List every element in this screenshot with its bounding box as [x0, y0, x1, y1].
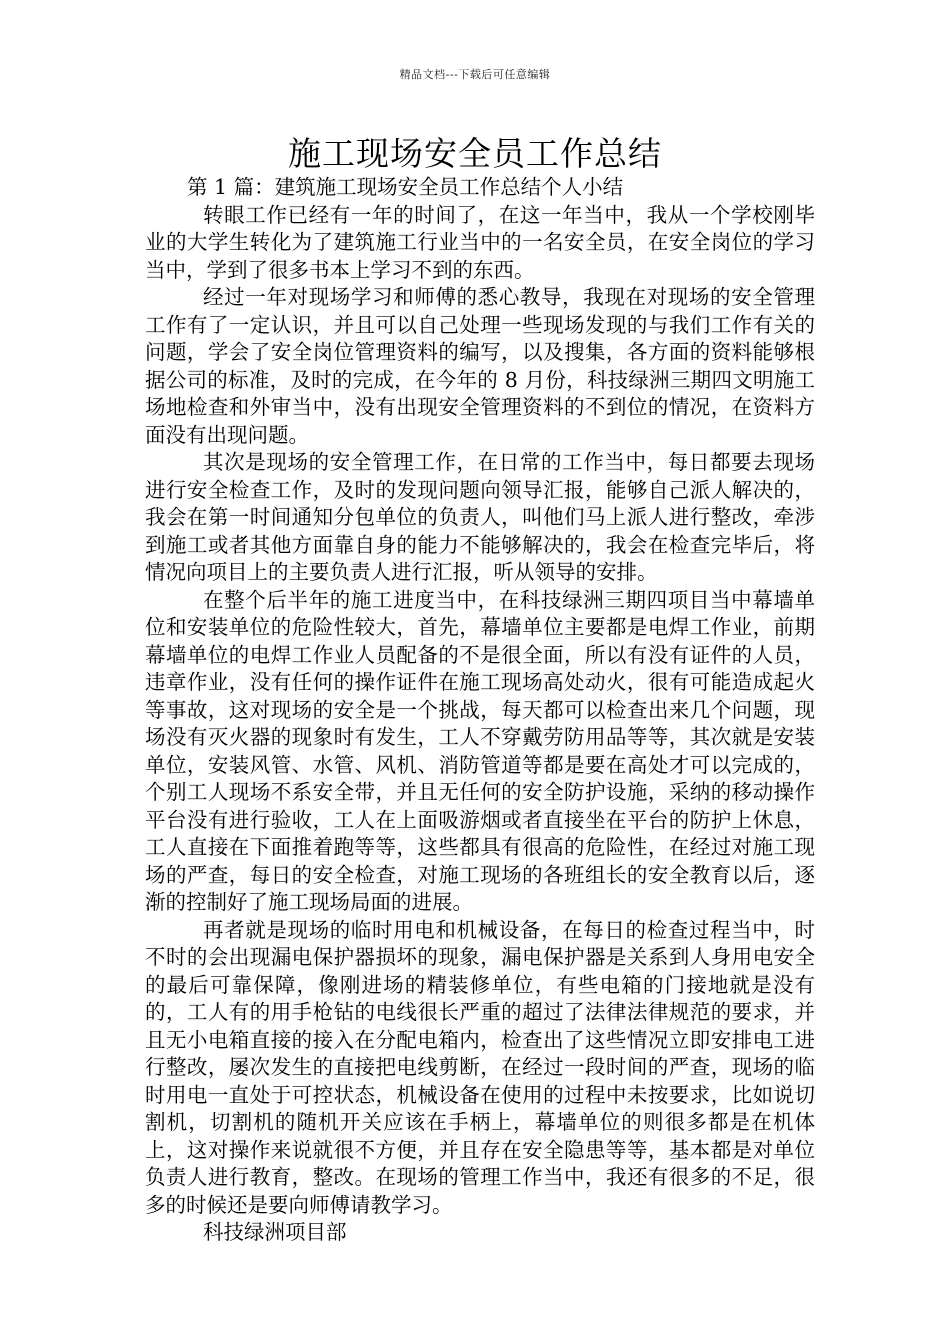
document-subtitle: 第 1 篇：建筑施工现场安全员工作总结个人小结 [187, 175, 624, 199]
paragraph-1: 转眼工作已经有一年的时间了，在这一年当中，我从一个学校刚毕业的大学生转化为了建筑施工行业当中的一名安全员，在安全岗位的学习当中，学到了很多书本上学习不到的东西。 [145, 202, 815, 282]
paragraph-4: 在整个后半年的施工进度当中，在科技绿洲三期四项目当中幕墙单位和安装单位的危险性较大，首先，幕墙单位主要都是电焊工作业，前期幕墙单位的电焊工作业人员配备的不是很全面，所以有没有证件的人员，违章作业，没有任何的操作证件在施工现场高处动火，很有可能造成起火等事故，这对现场的安全是一个挑战，每天都可以检查出来几个问题，现场没有灭火器的现象时有发生，工人不穿戴劳防用品等等，其次就是安装单位，安装风管、水管、风机、消防管道等都是要在高处才可以完成的，个别工人现场不系安全带，并且无任何的安全防护设施，采纳的移动操作平台没有进行验收，工人在上面吸游烟或者直接坐在平台的防护上休息，工人直接在下面推着跑等等，这些都具有很高的危险性，在经过对施工现场的严查，每日的安全检查，对施工现场的各班组长的安全教育以后，逐渐的控制好了施工现场局面的进展。 [145, 587, 815, 914]
paragraph-5: 再者就是现场的临时用电和机械设备，在每日的检查过程当中，时不时的会出现漏电保护器损坏的现象，漏电保护器是关系到人身用电安全的最后可靠保障，像刚进场的精装修单位，有些电箱的门接地就是没有的，工人有的用手枪钻的电线很长严重的超过了法律法律规范的要求，并且无小电箱直接的接入在分配电箱内，检查出了这些情况立即安排电工进行整改，屡次发生的直接把电线剪断，在经过一段时间的严查，现场的临时用电一直处于可控状态，机械设备在使用的过程中未按要求，比如说切割机，切割机的随机开关应该在手柄上，幕墙单位的则很多都是在机体上，这对操作来说就很不方便，并且存在安全隐患等等，基本都是对单位负责人进行教育，整改。在现场的管理工作当中，我还有很多的不足，很多的时候还是要向师傅请教学习。 [145, 917, 815, 1217]
signature: 科技绿洲项目部 [203, 1220, 347, 1244]
paragraph-2: 经过一年对现场学习和师傅的悉心教导，我现在对现场的安全管理工作有了一定认识，并且可以自己处理一些现场发现的与我们工作有关的问题，学会了安全岗位管理资料的编写，以及搜集，各方面的资料能够根据公司的标准，及时的完成，在今年的 8 月份，科技绿洲三期四文明施工场地检查和外审当中，没有出现安全管理资料的不到位的情况，在资料方面没有出现问题。 [145, 285, 815, 447]
document-body [145, 174, 815, 1247]
paragraph-3: 其次是现场的安全管理工作，在日常的工作当中，每日都要去现场进行安全检查工作，及时的发现问题向领导汇报，能够自己派人解决的，我会在第一时间通知分包单位的负责人，叫他们马上派人进行整改，牵涉到施工或者其他方面靠自身的能力不能够解决的，我会在检查完毕后，将情况向项目上的主要负责人进行汇报，听从领导的安排。 [145, 450, 815, 584]
header-note: 精品文档---下载后可任意编辑 [399, 68, 551, 81]
document-title: 施工现场安全员工作总结 [288, 134, 662, 173]
